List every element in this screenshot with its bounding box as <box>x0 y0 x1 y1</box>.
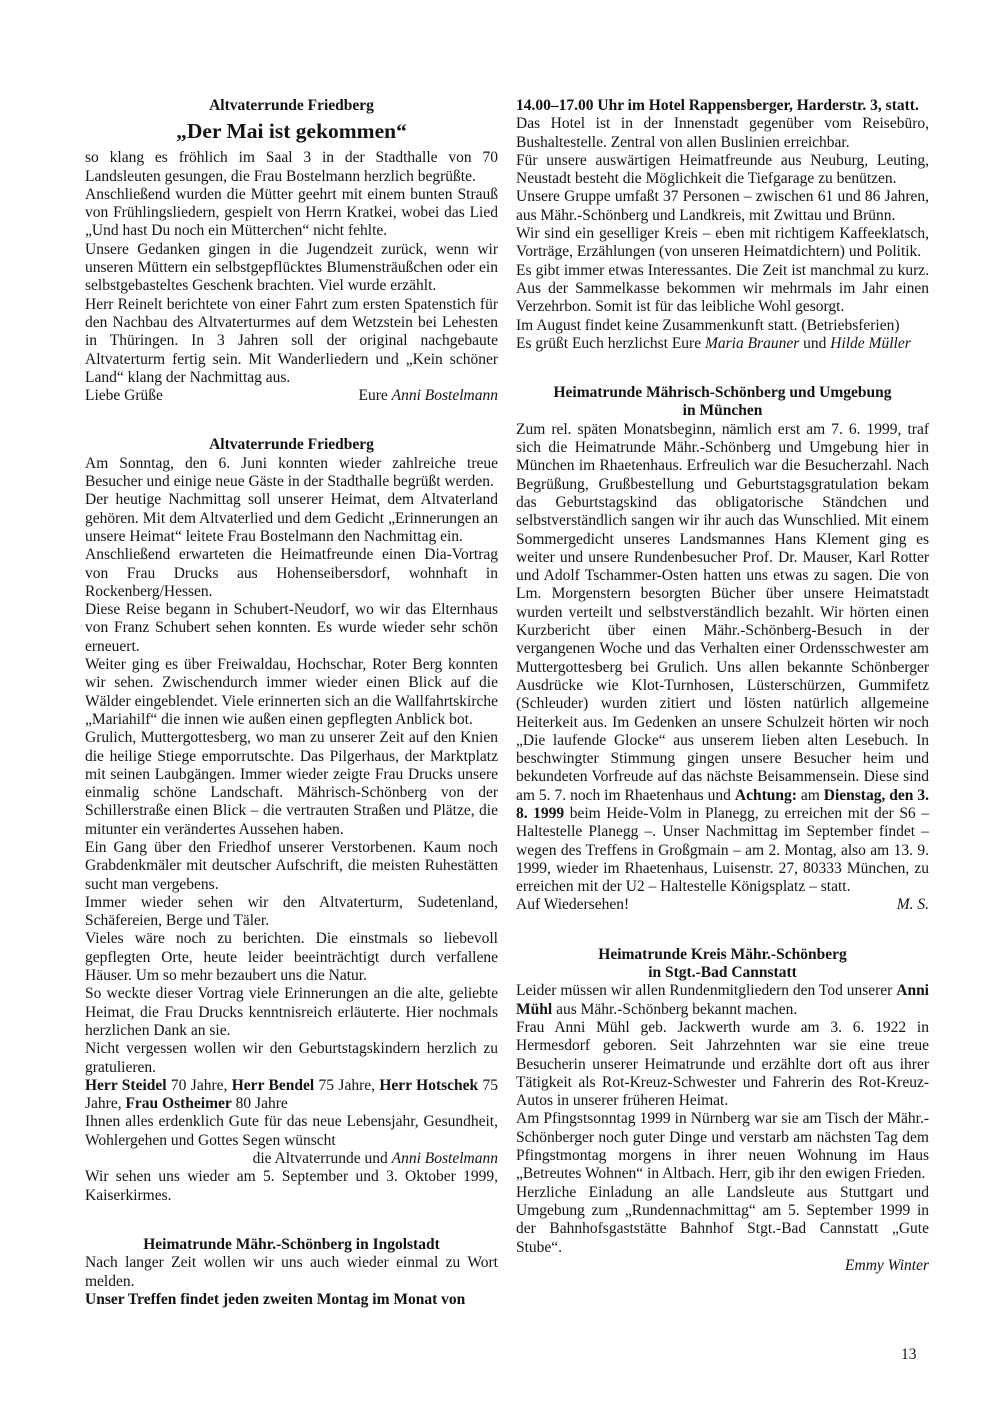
text-run: Emmy Winter <box>845 1256 929 1274</box>
text-run: Unser Treffen findet jeden zweiten Montag im Monat von <box>85 1290 466 1308</box>
paragraph <box>516 1110 929 1183</box>
text-run: Herr Hotschek <box>379 1076 479 1094</box>
text-run: Grulich, Muttergottesberg, wo man zu unserer Zeit auf den Knien die heilige Stiege emporrutschte. Das Pilgerhaus, der Marktplatz mit seinen Laubgängen. Immer wieder zeigte Frau Drucks unsere einmalig schöne Landschaft. Mährisch-Schönberg von der Schillerstraße einen Blick – die vertrauten Straßen und Plätze, die mitunter ein verändertes Aussehen haben. <box>85 729 498 838</box>
text-run: am <box>796 786 824 804</box>
paragraph <box>85 491 498 546</box>
text-run: Am Pfingstsonntag 1999 in Nürnberg war sie am Tisch der Mähr.-Schönberger noch guter Dinge und verstarb am nächsten Tag dem Pfingstmontag morgens in ihrer neuen Wohnung im Haus „Betreutes Wohnen“ in Altbach. Herr, gib ihr den ewigen Frieden. <box>516 1110 929 1183</box>
paragraph <box>85 656 498 729</box>
section-altvaterrunde-friedberg-juni <box>85 436 498 1204</box>
text-run: Es grüßt Euch herzlichst Eure <box>516 334 705 352</box>
paragraph <box>85 186 498 241</box>
paragraph <box>85 149 498 186</box>
text-run: 75 Jahre, <box>314 1076 380 1094</box>
text-run: Wir sind ein geselliger Kreis – eben mit richtigem Kaffeeklatsch, Vorträge, Erzählungen (von unseren Heimatdichtern) und Politik. <box>516 225 929 261</box>
section-heading: in Stgt.-Bad Cannstatt <box>648 964 797 982</box>
paragraph <box>516 896 929 914</box>
text-run: Es gibt immer etwas Interessantes. Die Zeit ist manchmal zu kurz. Aus der Sammelkasse bekommen wir mehrmals im Jahr einen Verzehrbon. Somit ist für das leibliche Wohl gesorgt. <box>516 261 929 316</box>
text-run: Ein Gang über den Friedhof unserer Verstorbenen. Kaum noch Grabdenkmäler mit deutscher Aufschrift, die meisten Ruhestätten sucht man vergebens. <box>85 838 498 893</box>
paragraph <box>85 1291 498 1309</box>
text-run: die Altvaterrunde und <box>252 1150 392 1168</box>
section-heimatrunde-ingolstadt-continued <box>516 97 929 353</box>
text-run: Am Sonntag, den 6. Juni konnten wieder zahlreiche treue Besucher und einige neue Gäste in der Stadthalle begrüßt werden. <box>85 454 498 491</box>
text-run: beim Heide-Volm in Planegg, zu erreichen mit der S6 – Haltestelle Planegg –. Unser Nachmittag im September findet – wegen des Treffens in Großgmain – am 2. Montag, also am 13. 9. 1999, wieder im Rhaetenhaus, Luisenstr. 27, 80333 München, zu erreichen mit der U2 – Haltestelle Königsplatz – statt. <box>516 804 929 896</box>
text-run: so klang es fröhlich im Saal 3 in der Stadthalle von 70 Landsleuten gesungen, die Frau Bostelmann herzlich begrüßte. <box>85 149 498 185</box>
paragraph <box>516 317 929 335</box>
paragraph <box>85 546 498 601</box>
paragraph <box>85 387 498 405</box>
paragraph <box>516 1184 929 1257</box>
page-number: 13 <box>901 1346 917 1363</box>
paragraph <box>85 729 498 839</box>
paragraph <box>516 97 929 115</box>
text-run: Ihnen alles erdenklich Gute für das neue Lebensjahr, Gesundheit, Wohlergehen und Gottes Segen wünscht <box>85 1113 498 1149</box>
text-run: 75 Jahre, <box>85 1076 499 1113</box>
text-run: Auf Wiedersehen! <box>516 896 630 914</box>
text-run: Achtung: <box>734 786 797 804</box>
paragraph <box>85 839 498 894</box>
text-run: M. S. <box>896 896 929 914</box>
text-run: aus Mähr.-Schönberg bekannt machen. <box>552 1000 798 1018</box>
text-run: 70 Jahre, <box>166 1076 232 1094</box>
text-run: Immer wieder sehen wir den Altvaterturm, Sudetenland, Schäfereien, Berge und Täler. <box>85 893 498 930</box>
signoff-right <box>897 896 929 914</box>
right-column <box>516 97 929 1275</box>
paragraph <box>516 188 929 225</box>
text-run: Leider müssen wir allen Rundenmitgliedern den Tod unserer <box>516 982 897 1000</box>
signoff-right <box>359 387 498 405</box>
text-run: Anschließend wurden die Mütter geehrt mit einem bunten Strauß von Frühlingsliedern, gespielt von Herrn Kratkei, wobei das Lied „Und hast Du noch ein Mütterchen“ nicht fehlte. <box>85 185 498 240</box>
section-heading: Altvaterrunde Friedberg <box>209 97 374 114</box>
paragraph <box>516 1019 929 1110</box>
text-run: Der heutige Nachmittag soll unserer Heimat, dem Altvaterland gehören. Mit dem Altvaterlied und dem Gedicht „Erinnerungen an unsere Heimat“ leitete Frau Bostelmann den Nachmittag ein. <box>85 491 498 545</box>
text-run: 14.00–17.00 Uhr im Hotel Rappensberger, Harderstr. 3, statt. <box>516 97 919 114</box>
text-run: Anni Bostelmann <box>391 387 498 405</box>
text-run: Maria Brauner <box>704 334 800 352</box>
paragraph <box>85 296 498 387</box>
text-run: Anni Bostelmann <box>391 1150 498 1168</box>
text-run: Frau Anni Mühl geb. Jackwerth wurde am 3. 6. 1922 in Hermesdorf geboren. Seit Jahrzehnten war sie eine treue Besucherin unserer Heimatrunde und erzählte dort oft aus ihrer Tätigkeit als Rot-Kreuz-Schwester und Fahrerin des Rot-Kreuz-Autos in unserer früheren Heimat. <box>516 1018 929 1110</box>
section-heimatrunde-ingolstadt <box>85 1236 498 1309</box>
signoff-left <box>85 387 163 405</box>
paragraph <box>85 455 498 492</box>
text-run: Anschließend erwarteten die Heimatfreunde einen Dia-Vortrag von Frau Drucks aus Hohenseibersdorf, wohnhaft in Rockenberg/Hessen. <box>85 546 498 600</box>
text-run: Das Hotel ist in der Innenstadt gegenüber vom Reisebüro, Bushaltestelle. Zentral von allen Buslinien erreichbar. <box>516 115 929 151</box>
text-run: Unsere Gruppe umfaßt 37 Personen – zwischen 61 und 86 Jahren, aus Mähr.-Schönberg und Landkreis, mit Zwittau und Brünn. <box>516 188 929 224</box>
text-run: Eure <box>358 387 392 405</box>
paragraph <box>85 930 498 985</box>
section-heimatrunde-cannstatt <box>516 946 929 1275</box>
section-heading: in München <box>682 402 763 420</box>
paragraph <box>516 115 929 152</box>
paragraph <box>85 894 498 931</box>
paragraph <box>85 601 498 656</box>
paragraph <box>516 1257 929 1275</box>
paragraph <box>85 241 498 296</box>
text-run: So weckte dieser Vortrag viele Erinnerungen an die alte, geliebte Heimat, die Frau Drucks kenntnisreich erläuterte. Hier nochmals herzlichen Dank an sie. <box>85 985 498 1039</box>
paragraph <box>85 1077 498 1114</box>
paragraph <box>516 335 929 353</box>
text-run: und <box>799 334 831 352</box>
paragraph <box>516 982 929 1019</box>
text-run: Herr Bendel <box>231 1076 315 1094</box>
text-run: Frau Ostheimer <box>125 1095 232 1113</box>
section-heading: „Der Mai ist gekommen“ <box>176 119 407 144</box>
text-run: Nicht vergessen wollen wir den Geburtstagskindern herzlich zu gratulieren. <box>85 1040 498 1076</box>
text-run: Herzliche Einladung an alle Landsleute aus Stuttgart und Umgebung zum „Rundennachmittag“ am 5. September 1999 in der Bahnhofsgaststätte Bahnhof Stgt.-Bad Cannstatt „Gute Stube“. <box>516 1183 929 1256</box>
text-run: Herr Steidel <box>85 1076 167 1094</box>
text-run: Für unsere auswärtigen Heimatfreunde aus Neuburg, Leuting, Neustadt besteht die Möglichkeit die Tiefgarage zu benützen. <box>516 151 929 188</box>
paragraph <box>85 985 498 1040</box>
paragraph <box>516 262 929 317</box>
paragraph <box>516 225 929 262</box>
paragraph <box>85 1150 498 1168</box>
text-run: Dienstag, den 3. 8. 1999 <box>516 786 930 822</box>
signoff-left <box>516 896 629 914</box>
paragraph <box>85 1040 498 1077</box>
text-run: Anni Mühl <box>516 982 929 1018</box>
section-heading: Heimatrunde Kreis Mähr.-Schönberg <box>598 945 847 963</box>
paragraph <box>516 421 929 897</box>
text-run: Zum rel. späten Monatsbeginn, nämlich erst am 7. 6. 1999, traf sich die Heimatrunde Mähr.-Schönberg und Umgebung hier in München im Rhaetenhaus. Erfreulich war die Besucherzahl. Nach Begrüßung, Grußbestellung und Geburtstagsgratulation bekam das Geburtstagskind das obligatorische Ständchen und selbstverständlich sangen wir ihr auch das Wunschlied. Mit einem Sommergedicht unseres Landsmannes Hans Klement ging es weiter und unsere Rundenbesucher Prof. Dr. Mauser, Karl Rotter und Adolf Tschammer-Osten hatten uns etwas zu sagen. Die von Lm. Morgenstern besorgten Bücher über unsere Heimatstadt wurden verteilt und selbstverständlich bezahlt. Wir hörten einen Kurzbericht über einen Mähr.-Schönberg-Besuch in der vergangenen Woche und das Verhalten einer Ordensschwester am Muttergottesberg bei Grulich. Uns allen bekannte Schönberger Ausdrücke wie Klot-Turnhosen, Lüsterschürzen, Gummifetz (Schleuder) wurden zitiert und lösten natürlich allgemeine Heiterkeit aus. Im Gedenken an unsere Schulzeit hörten wir noch „Die laufende Glocke“ aus unserem lieben alten Lesebuch. In beschwingter Stimmung gingen unsere Besucher heim und bekundeten Vorfreude auf das nächste Beisammensein. Diese sind am 5. 7. noch im Rhaetenhaus und <box>516 420 929 804</box>
paragraph <box>85 1168 498 1205</box>
text-run: Im August findet keine Zusammenkunft statt. (Betriebsferien) <box>516 316 900 334</box>
paragraph <box>85 1254 498 1291</box>
section-altvaterrunde-friedberg-mai <box>85 97 498 405</box>
text-run: 80 Jahre <box>231 1095 288 1113</box>
text-run: Herr Reinelt berichtete von einer Fahrt zum ersten Spatenstich für den Nachbau des Altvaterturmes auf dem Wetzstein bei Lehesten in Thüringen. In 3 Jahren soll der original nachgebaute Altvaterturm fertig sein. Mit Wanderliedern und „Kein schöner Land“ klang der Nachmittag aus. <box>85 295 498 386</box>
text-run: Hilde Müller <box>830 334 911 352</box>
section-heading: Heimatrunde Mähr.-Schönberg in Ingolstadt <box>143 1235 440 1253</box>
text-run: Vieles wäre noch zu berichten. Die einstmals so liebevoll gepflegten Orte, heute leider beeinträchtigt durch verfallene Häuser. Um so mehr bezaubert uns die Natur. <box>85 930 498 985</box>
paragraph <box>516 152 929 189</box>
text-run: Nach langer Zeit wollen wir uns auch wieder einmal zu Wort melden. <box>85 1254 498 1290</box>
text-run: Unsere Gedanken gingen in die Jugendzeit zurück, wenn wir unseren Müttern ein selbstgepflücktes Blumensträußchen oder ein selbstgebasteltes Geschenk brachten. Viel wurde erzählt. <box>85 240 498 295</box>
section-heading: Altvaterrunde Friedberg <box>209 436 374 454</box>
section-heading: Heimatrunde Mährisch-Schönberg und Umgebung <box>553 384 892 402</box>
section-heimatrunde-muenchen <box>516 384 929 915</box>
text-run: Liebe Grüße <box>85 387 163 405</box>
paragraph <box>85 1113 498 1150</box>
text-run: Weiter ging es über Freiwaldau, Hochschar, Roter Berg konnten wir sehen. Zwischendurch immer wieder einen Blick auf die Wälder eingeblendet. Viele erinnerten sich an die Wallfahrtskirche „Mariahilf“ die innen wie außen einen gepflegten Anblick bot. <box>85 656 498 728</box>
text-run: Diese Reise begann in Schubert-Neudorf, wo wir das Elternhaus von Franz Schubert sehen konnten. Es wurde wieder sehr schön erneuert. <box>85 601 498 655</box>
text-run: Wir sehen uns wieder am 5. September und 3. Oktober 1999, Kaiserkirmes. <box>85 1168 498 1204</box>
left-column <box>85 97 498 1309</box>
